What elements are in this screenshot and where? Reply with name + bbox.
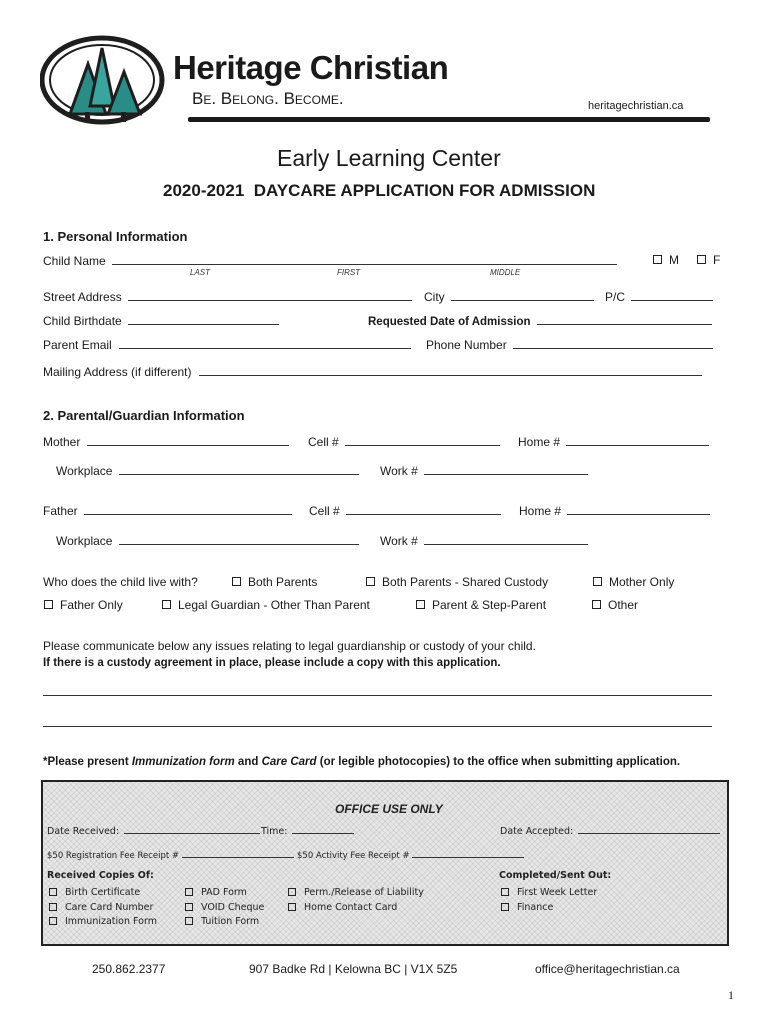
footer-phone: 250.862.2377: [92, 962, 166, 976]
male-checkbox[interactable]: [653, 255, 662, 264]
immunization-suffix: (or legible photocopies) to the office when submitting application.: [316, 756, 681, 768]
city-field[interactable]: [451, 289, 594, 301]
mother-workplace-label: Workplace: [56, 464, 113, 478]
city-row: [424, 289, 594, 304]
male-label: M: [669, 253, 679, 267]
received-heading: Received Copies Of:: [47, 870, 154, 881]
section-guardian-heading: 2. Parental/Guardian Information: [43, 408, 245, 423]
child-name-row: [43, 253, 617, 268]
phone-field[interactable]: [513, 337, 713, 349]
header-rule: [188, 117, 710, 122]
middle-label: MIDDLE: [490, 268, 521, 277]
legal-guardian-checkbox[interactable]: [162, 600, 171, 609]
father-home-label: Home #: [519, 504, 562, 518]
office-item-care-card[interactable]: [49, 902, 153, 913]
custody-agreement-note: If there is a custody agreement in place, please include a copy with this application.: [43, 657, 501, 669]
mother-home-label: Home #: [518, 435, 561, 449]
page-number: 1: [728, 988, 734, 1002]
checkbox[interactable]: [501, 888, 509, 896]
checkbox[interactable]: [185, 917, 193, 925]
date-accepted-row: [500, 824, 720, 837]
street-row: [43, 289, 412, 304]
office-item-home-contact[interactable]: [288, 902, 397, 913]
logo: [40, 34, 166, 126]
date-received-row: [47, 824, 260, 837]
mother-cell-field[interactable]: [345, 434, 500, 446]
custody-note: Please communicate below any issues relating to legal guardianship or custody of your child.: [43, 639, 536, 653]
immunization-and: and: [234, 756, 262, 768]
requested-label: Requested Date of Admission: [368, 316, 531, 328]
phone-row: [426, 337, 713, 352]
option-label: Other: [608, 598, 639, 612]
female-checkbox[interactable]: [697, 255, 706, 264]
form-title: [163, 181, 595, 201]
checkbox[interactable]: [185, 888, 193, 896]
mother-workplace-row: [56, 463, 359, 478]
option-other[interactable]: [592, 598, 638, 612]
checkbox[interactable]: [49, 888, 57, 896]
item-label: Perm./Release of Liability: [304, 887, 424, 898]
form-subtitle: DAYCARE APPLICATION FOR ADMISSION: [253, 181, 596, 200]
step-parent-checkbox[interactable]: [416, 600, 425, 609]
footer-email[interactable]: office@heritagechristian.ca: [535, 962, 680, 976]
female-label: F: [713, 253, 721, 267]
street-field[interactable]: [128, 289, 412, 301]
immunization-prefix: *Please present: [43, 756, 132, 768]
mother-cell-label: Cell #: [308, 435, 339, 449]
father-home-field[interactable]: [567, 503, 710, 515]
birthdate-row: [43, 313, 279, 328]
father-workplace-label: Workplace: [56, 534, 113, 548]
completed-heading: Completed/Sent Out:: [499, 870, 612, 881]
activity-fee-row: [297, 848, 524, 861]
lives-with-label: Who does the child live with?: [43, 575, 198, 589]
birthdate-label: Child Birthdate: [43, 314, 122, 328]
mother-work-row: [380, 463, 588, 478]
both-parents-checkbox[interactable]: [232, 577, 241, 586]
office-item-finance[interactable]: [501, 902, 553, 913]
reg-fee-row: [47, 848, 294, 861]
office-title: OFFICE USE ONLY: [335, 802, 443, 816]
activity-fee-label: $50 Activity Fee Receipt #: [297, 851, 410, 861]
reg-fee-field[interactable]: [182, 848, 294, 858]
tagline: Be. Belong. Become.: [192, 89, 344, 108]
immunization-form-text: Immunization form: [131, 756, 235, 768]
option-father-only[interactable]: [44, 598, 123, 612]
item-label: Finance: [517, 902, 554, 913]
time-label: Time:: [261, 826, 288, 837]
year: 2020-2021: [163, 181, 245, 200]
heritage-trees-logo-icon: [40, 34, 166, 126]
item-label: VOID Cheque: [201, 902, 265, 913]
section-personal-heading: 1. Personal Information: [43, 229, 188, 244]
shared-custody-checkbox[interactable]: [366, 577, 375, 586]
office-item-first-week[interactable]: [501, 887, 597, 898]
parent-email-field[interactable]: [119, 337, 411, 349]
city-label: City: [424, 290, 445, 304]
father-work-label: Work #: [380, 534, 418, 548]
option-label: Parent & Step-Parent: [432, 598, 547, 612]
mother-row: [43, 434, 289, 449]
office-item-immunization[interactable]: [49, 916, 157, 927]
father-cell-field[interactable]: [346, 503, 501, 515]
birthdate-field[interactable]: [128, 313, 279, 325]
father-work-field[interactable]: [424, 533, 588, 545]
option-label: Both Parents - Shared Custody: [382, 575, 549, 589]
requested-row: [368, 313, 712, 328]
option-label: Father Only: [60, 598, 123, 612]
mother-work-field[interactable]: [424, 463, 588, 475]
gender-female[interactable]: [697, 253, 720, 267]
page-title: Early Learning Center: [277, 145, 501, 171]
father-only-checkbox[interactable]: [44, 600, 53, 609]
mother-field[interactable]: [87, 434, 289, 446]
street-label: Street Address: [43, 290, 122, 304]
option-legal-guardian[interactable]: [162, 598, 370, 612]
requested-field[interactable]: [537, 313, 712, 325]
checkbox[interactable]: [49, 917, 57, 925]
father-row: [43, 503, 292, 518]
mother-only-checkbox[interactable]: [593, 577, 602, 586]
email-row: [43, 337, 411, 352]
time-field[interactable]: [292, 824, 354, 834]
checkbox[interactable]: [288, 888, 296, 896]
father-cell-row: [309, 503, 501, 518]
option-label: Legal Guardian - Other Than Parent: [178, 598, 370, 612]
pc-row: [605, 289, 713, 304]
father-field[interactable]: [84, 503, 292, 515]
org-name: Heritage Christian: [173, 49, 449, 86]
time-row: [261, 824, 354, 837]
mother-work-label: Work #: [380, 464, 418, 478]
item-label: Care Card Number: [65, 902, 154, 913]
custody-line-1[interactable]: [43, 684, 712, 696]
checkbox[interactable]: [501, 903, 509, 911]
option-step-parent[interactable]: [416, 598, 546, 612]
date-accepted-field[interactable]: [578, 824, 720, 834]
other-checkbox[interactable]: [592, 600, 601, 609]
office-item-tuition-form[interactable]: [185, 916, 259, 927]
checkbox[interactable]: [288, 903, 296, 911]
item-label: Immunization Form: [65, 916, 157, 927]
father-label: Father: [43, 504, 78, 518]
pc-field[interactable]: [631, 289, 713, 301]
child-name-field[interactable]: [112, 253, 617, 265]
activity-fee-field[interactable]: [412, 848, 524, 858]
option-both-parents[interactable]: [232, 575, 317, 589]
mother-label: Mother: [43, 435, 81, 449]
website: heritagechristian.ca: [588, 100, 684, 112]
reg-fee-label: $50 Registration Fee Receipt #: [47, 851, 180, 861]
option-label: Both Parents: [248, 575, 318, 589]
footer-address: 907 Badke Rd | Kelowna BC | V1X 5Z5: [249, 962, 458, 976]
option-shared-custody[interactable]: [366, 575, 548, 589]
item-label: PAD Form: [201, 887, 247, 898]
care-card-text: Care Card: [261, 756, 317, 768]
office-item-pad-form[interactable]: [185, 887, 247, 898]
date-received-field[interactable]: [124, 824, 260, 834]
item-label: Home Contact Card: [304, 902, 398, 913]
phone-label: Phone Number: [426, 338, 507, 352]
item-label: Birth Certificate: [65, 887, 141, 898]
parent-email-label: Parent Email: [43, 338, 112, 352]
date-accepted-label: Date Accepted:: [500, 826, 574, 837]
office-item-birth-certificate[interactable]: [49, 887, 140, 898]
child-name-label: Child Name: [43, 254, 106, 268]
mailing-label: Mailing Address (if different): [43, 365, 192, 379]
last-label: LAST: [190, 268, 211, 277]
mother-home-row: [518, 434, 709, 449]
checkbox[interactable]: [49, 903, 57, 911]
father-work-row: [380, 533, 588, 548]
date-received-label: Date Received:: [47, 826, 120, 837]
mailing-row: [43, 364, 702, 379]
item-label: Tuition Form: [201, 916, 260, 927]
office-use-box: [41, 780, 729, 946]
immunization-note: [43, 756, 680, 768]
mother-workplace-field[interactable]: [119, 463, 359, 475]
mailing-field[interactable]: [199, 364, 702, 376]
father-cell-label: Cell #: [309, 504, 340, 518]
checkbox[interactable]: [185, 903, 193, 911]
office-item-liability[interactable]: [288, 887, 424, 898]
option-label: Mother Only: [609, 575, 675, 589]
father-workplace-row: [56, 533, 359, 548]
item-label: First Week Letter: [517, 887, 598, 898]
first-label: FIRST: [337, 268, 361, 277]
father-home-row: [519, 503, 710, 518]
gender-male[interactable]: [653, 253, 679, 267]
father-workplace-field[interactable]: [119, 533, 359, 545]
option-mother-only[interactable]: [593, 575, 674, 589]
mother-cell-row: [308, 434, 500, 449]
mother-home-field[interactable]: [566, 434, 709, 446]
custody-line-2[interactable]: [43, 715, 712, 727]
office-item-void-cheque[interactable]: [185, 902, 264, 913]
pc-label: P/C: [605, 290, 626, 304]
